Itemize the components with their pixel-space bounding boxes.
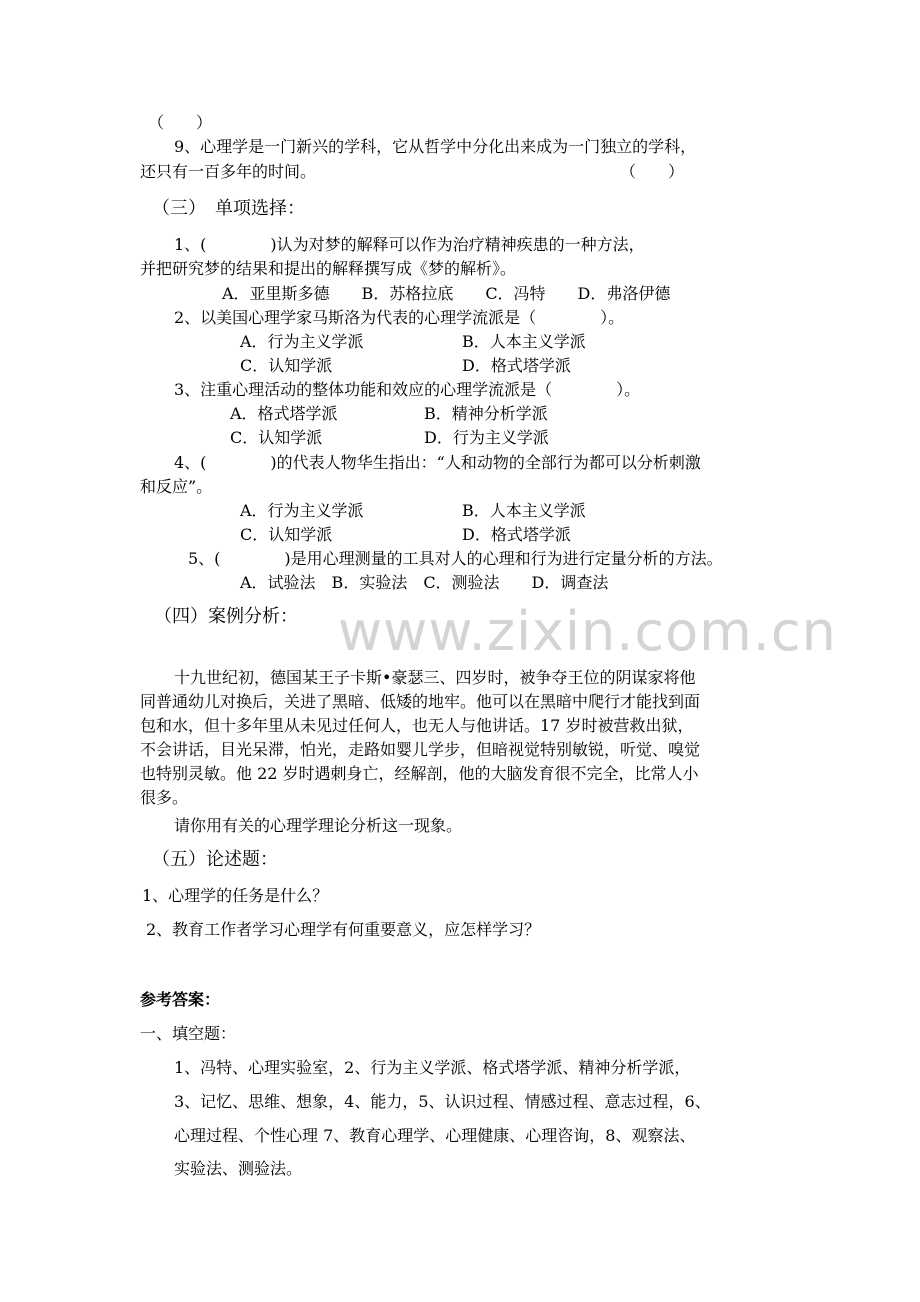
answers-title: 参考答案： bbox=[140, 990, 221, 1009]
section-3-title: （三） 单项选择： bbox=[152, 198, 305, 219]
option-b: B．人本主义学派 bbox=[462, 332, 586, 351]
case-paragraph-line: 包和水，但十多年里从未见过任何人，也无人与他讲话。17 岁时被营救出狱， bbox=[140, 716, 694, 735]
case-prompt: 请你用有关的心理学理论分析这一现象。 bbox=[174, 816, 463, 835]
mc-question-3: 3、注重心理活动的整体功能和效应的心理学流派是（ ）。 bbox=[174, 380, 641, 399]
case-paragraph-line: 同普通幼儿对换后，关进了黑暗、低矮的地牢。他可以在黑暗中爬行才能找到面 bbox=[140, 692, 701, 711]
answer-line: 1、冯特、心理实验室，2、行为主义学派、格式塔学派、精神分析学派， bbox=[174, 1058, 691, 1077]
answer-paren: （ ） bbox=[620, 162, 685, 181]
section-4-title: （四）案例分析： bbox=[154, 606, 298, 627]
answer-paren: （ ） bbox=[148, 113, 213, 132]
option-c: C．认知学派 bbox=[230, 428, 323, 447]
watermark: www.zixin.com.cn bbox=[338, 600, 837, 663]
case-paragraph-line: 不会讲话，目光呆滞，怕光，走路如婴儿学步，但暗视觉特别敏锐，听觉、嗅觉 bbox=[140, 740, 701, 759]
mc-question-4-line2: 和反应”。 bbox=[140, 477, 213, 496]
case-paragraph-line: 十九世纪初，德国某王子卡斯•豪瑟三、四岁时，被争夺王位的阴谋家将他 bbox=[174, 668, 696, 687]
mc-question-5: 5、( )是用心理测量的工具对人的心理和行为进行定量分析的方法。 bbox=[188, 549, 723, 568]
option-b: B．精神分析学派 bbox=[424, 404, 548, 423]
answer-line: 3、记忆、思维、想象，4、能力，5、认识过程、情感过程、意志过程，6、 bbox=[174, 1092, 711, 1111]
option-d: D．行为主义学派 bbox=[424, 428, 549, 447]
answers-subtitle: 一、填空题： bbox=[140, 1024, 237, 1043]
option-d: D．格式塔学派 bbox=[462, 525, 571, 544]
answer-line: 实验法、测验法。 bbox=[174, 1159, 303, 1178]
answer-line: 心理过程、个性心理 7、教育心理学、心理健康、心理咨询，8、观察法、 bbox=[174, 1126, 696, 1145]
option-c: C．认知学派 bbox=[240, 525, 333, 544]
mc-question-1-line2: 并把研究梦的结果和提出的解释撰写成《梦的解析》。 bbox=[140, 259, 517, 278]
option-d: D．格式塔学派 bbox=[462, 356, 571, 375]
mc-question-2: 2、以美国心理学家马斯洛为代表的心理学流派是（ ）。 bbox=[174, 308, 625, 327]
option-a: A．行为主义学派 bbox=[240, 501, 364, 520]
case-paragraph-line: 也特别灵敏。他 22 岁时遇刺身亡，经解剖，他的大脑发育很不完全，比常人小 bbox=[140, 764, 699, 783]
mc-question-1-options: A．亚里斯多德 B．苏格拉底 C．冯特 D．弗洛伊德 bbox=[222, 284, 671, 303]
mc-question-5-options: A．试验法 B．实验法 C．测验法 D．调查法 bbox=[240, 573, 609, 592]
essay-question-1: 1、心理学的任务是什么？ bbox=[142, 886, 329, 905]
option-b: B．人本主义学派 bbox=[462, 501, 586, 520]
question-9-line1: 9、心理学是一门新兴的学科，它从哲学中分化出来成为一门独立的学科， bbox=[174, 137, 697, 156]
option-a: A．行为主义学派 bbox=[240, 332, 364, 351]
option-c: C．认知学派 bbox=[240, 356, 333, 375]
case-paragraph-line: 很多。 bbox=[140, 788, 189, 807]
mc-question-4-line1: 4、( )的代表人物华生指出：“人和动物的全部行为都可以分析刺激 bbox=[174, 453, 701, 472]
option-a: A．格式塔学派 bbox=[230, 404, 338, 423]
section-5-title: （五）论述题： bbox=[152, 849, 278, 870]
essay-question-2: 2、教育工作者学习心理学有何重要意义，应怎样学习？ bbox=[146, 920, 541, 939]
mc-question-1-line1: 1、( )认为对梦的解释可以作为治疗精神疾患的一种方法， bbox=[174, 235, 645, 254]
question-9-line2: 还只有一百多年的时间。 bbox=[140, 162, 317, 181]
